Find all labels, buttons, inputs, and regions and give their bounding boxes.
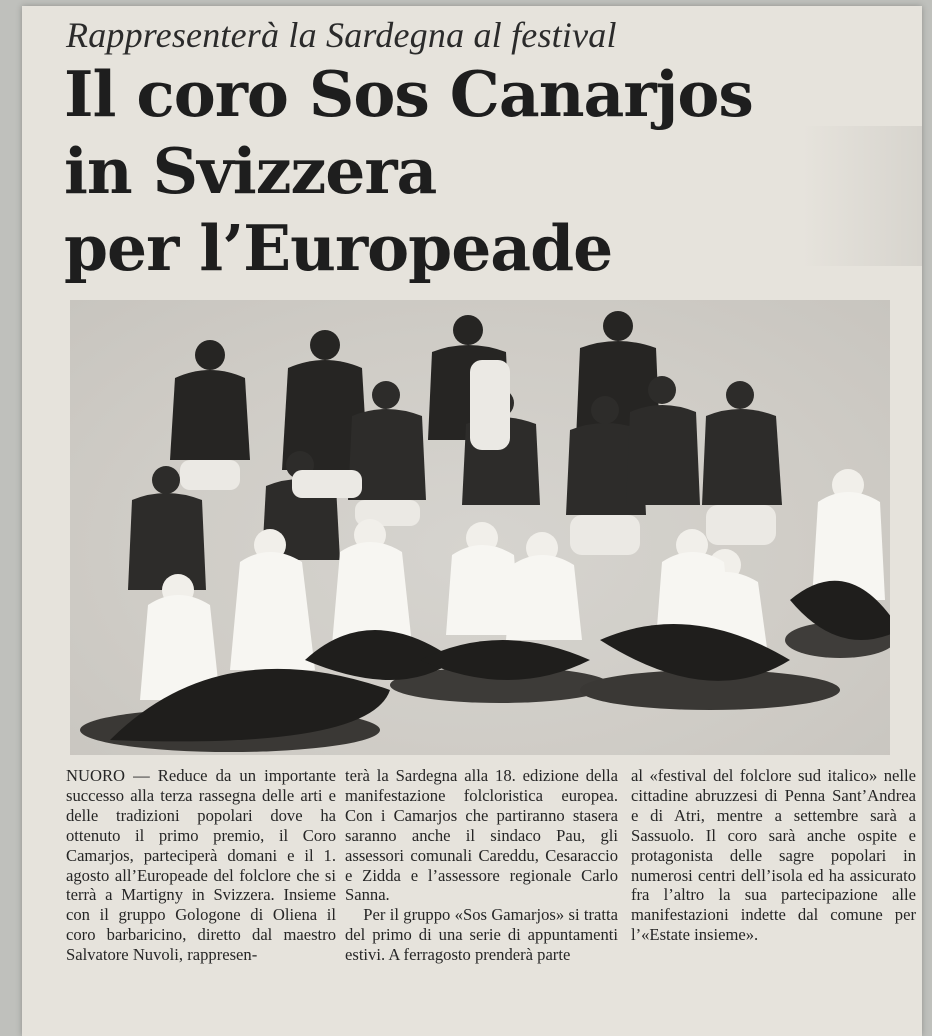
article-paragraph: terà la Sardegna alla 18. edizione della manifestazione folcloristica europea. Con i Camarjos che partiranno stasera saranno anche il sindaco Pau, gli assessori comunali Careddu, Cesaraccio e Zidda e l’assessore regionale Carlo Sanna.: [345, 766, 618, 905]
article-kicker: Rappresenterà la Sardegna al festival: [66, 15, 617, 55]
article-paragraph: NUORO — Reduce da un importante successo alla terza rassegna delle arti e delle tradizioni popolari dove ha ottenuto il primo premio, il Coro Camarjos, parteciperà domani e il 1. agosto all’Europeade del folclore che si terrà a Martigny in Svizzera. Insieme con il gruppo Gologone di Oliena il coro barbaricino, diretto dal maestro Salvatore Nuvoli, rappresen-: [66, 766, 336, 965]
headline-line: per l’Europeade: [64, 211, 613, 285]
bleed-through-shadow: [802, 126, 922, 266]
article-column-3: [631, 766, 916, 945]
article-paragraph: al «festival del folclore sud italico» nelle cittadine abruzzesi di Penna Sant’Andrea e di Atri, mentre a settembre sarà a Sassuolo. Il coro sarà anche ospite e protagonista delle sagre popolari in numerosi centri dell’isola ed ha assicurato fra l’altro la sua partecipazione alle manifestazioni indette dal comune per l’«Estate insieme».: [631, 766, 916, 945]
article-headline: [64, 56, 784, 287]
article-body: [66, 766, 926, 1026]
headline-line: in Svizzera: [64, 134, 437, 208]
article-column-1: [66, 766, 336, 965]
photo-illustration: [70, 300, 890, 755]
headline-line: Il coro Sos Canarjos: [64, 57, 753, 131]
choir-group-photo: [70, 300, 890, 755]
article-column-2: [345, 766, 618, 965]
article-paragraph: Per il gruppo «Sos Gamarjos» si tratta del primo di una serie di appuntamenti estivi. A ferragosto prenderà parte: [345, 905, 618, 965]
